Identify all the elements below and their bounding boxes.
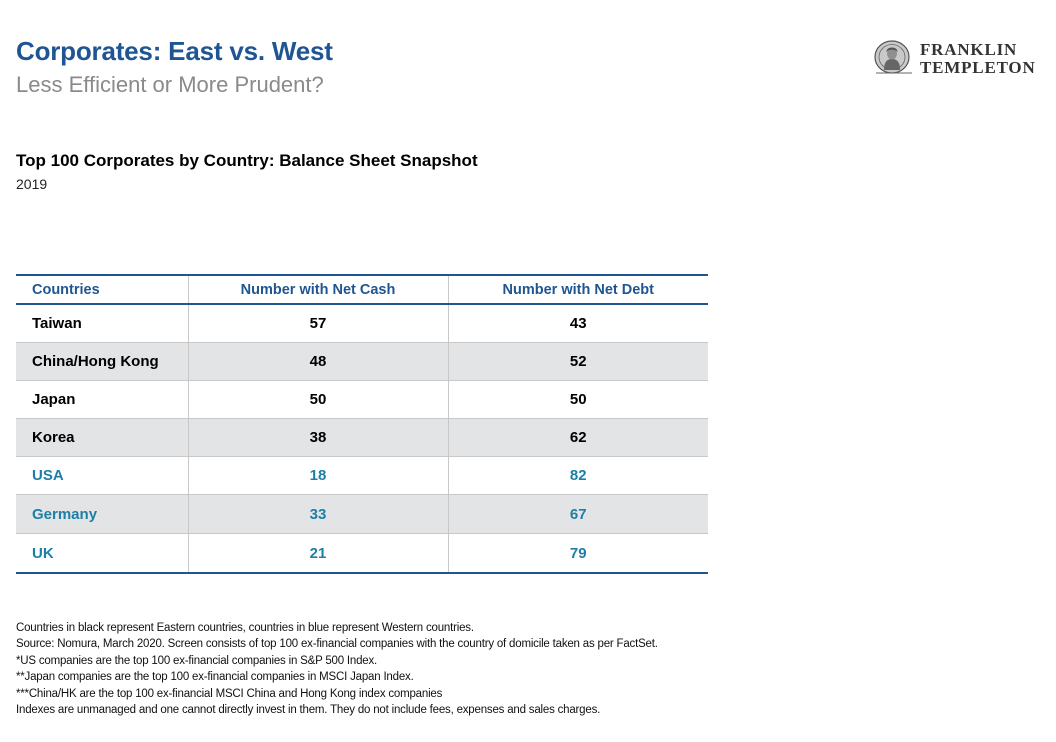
country-cell: Japan	[16, 381, 188, 419]
table-row	[16, 381, 708, 419]
table-row	[16, 495, 708, 534]
country-cell: UK	[16, 534, 188, 574]
logo-word-templeton: TEMPLETON	[920, 58, 1036, 77]
page-title: Corporates: East vs. West	[16, 36, 333, 66]
page-subtitle: Less Efficient or More Prudent?	[16, 72, 324, 97]
net-debt-cell: 79	[448, 534, 708, 574]
footnote-source: Source: Nomura, March 2020. Screen consists of top 100 ex-financial companies with the country of domicile taken as per FactSet.	[16, 638, 658, 651]
net-cash-cell: 21	[188, 534, 448, 574]
net-debt-cell: 50	[448, 381, 708, 419]
header-net-debt: Number with Net Debt	[448, 275, 708, 304]
net-cash-cell: 50	[188, 381, 448, 419]
table-row	[16, 457, 708, 495]
country-cell: USA	[16, 457, 188, 495]
net-cash-cell: 33	[188, 495, 448, 534]
net-cash-cell: 57	[188, 304, 448, 343]
net-debt-cell: 67	[448, 495, 708, 534]
franklin-templeton-logo	[872, 40, 1048, 80]
country-cell: China/Hong Kong	[16, 343, 188, 381]
net-cash-cell: 38	[188, 419, 448, 457]
table-row	[16, 304, 708, 343]
header-countries: Countries	[16, 275, 188, 304]
table-row	[16, 343, 708, 381]
table-year: 2019	[16, 176, 48, 192]
net-cash-cell: 48	[188, 343, 448, 381]
table-title: Top 100 Corporates by Country: Balance Sheet Snapshot	[16, 151, 478, 170]
net-cash-cell: 18	[188, 457, 448, 495]
footnote-indexes: Indexes are unmanaged and one cannot directly invest in them. They do not include fees, expenses and sales charges.	[16, 704, 601, 717]
footnote-japan: **Japan companies are the top 100 ex-financial companies in MSCI Japan Index.	[16, 671, 414, 684]
footnote-us: *US companies are the top 100 ex-financial companies in S&P 500 Index.	[16, 654, 378, 667]
net-debt-cell: 52	[448, 343, 708, 381]
footnote-legend: Countries in black represent Eastern countries, countries in blue represent Western countries.	[16, 622, 474, 634]
franklin-seal-icon	[872, 40, 916, 76]
country-cell: Taiwan	[32, 315, 82, 332]
net-debt-cell: 43	[448, 304, 708, 343]
logo-word-franklin: FRANKLIN	[920, 40, 1018, 59]
balance-sheet-table	[16, 274, 708, 574]
footnote-china-hk: ***China/HK are the top 100 ex-financial MSCI China and Hong Kong index companies	[16, 687, 443, 700]
footnotes	[16, 620, 658, 718]
net-debt-cell: 62	[448, 419, 708, 457]
table-row	[16, 419, 708, 457]
header-net-cash: Number with Net Cash	[188, 275, 448, 304]
country-cell: Germany	[16, 495, 188, 534]
net-debt-cell: 82	[448, 457, 708, 495]
country-cell: Korea	[16, 419, 188, 457]
table-row	[16, 534, 708, 574]
table-header-row	[16, 275, 708, 304]
